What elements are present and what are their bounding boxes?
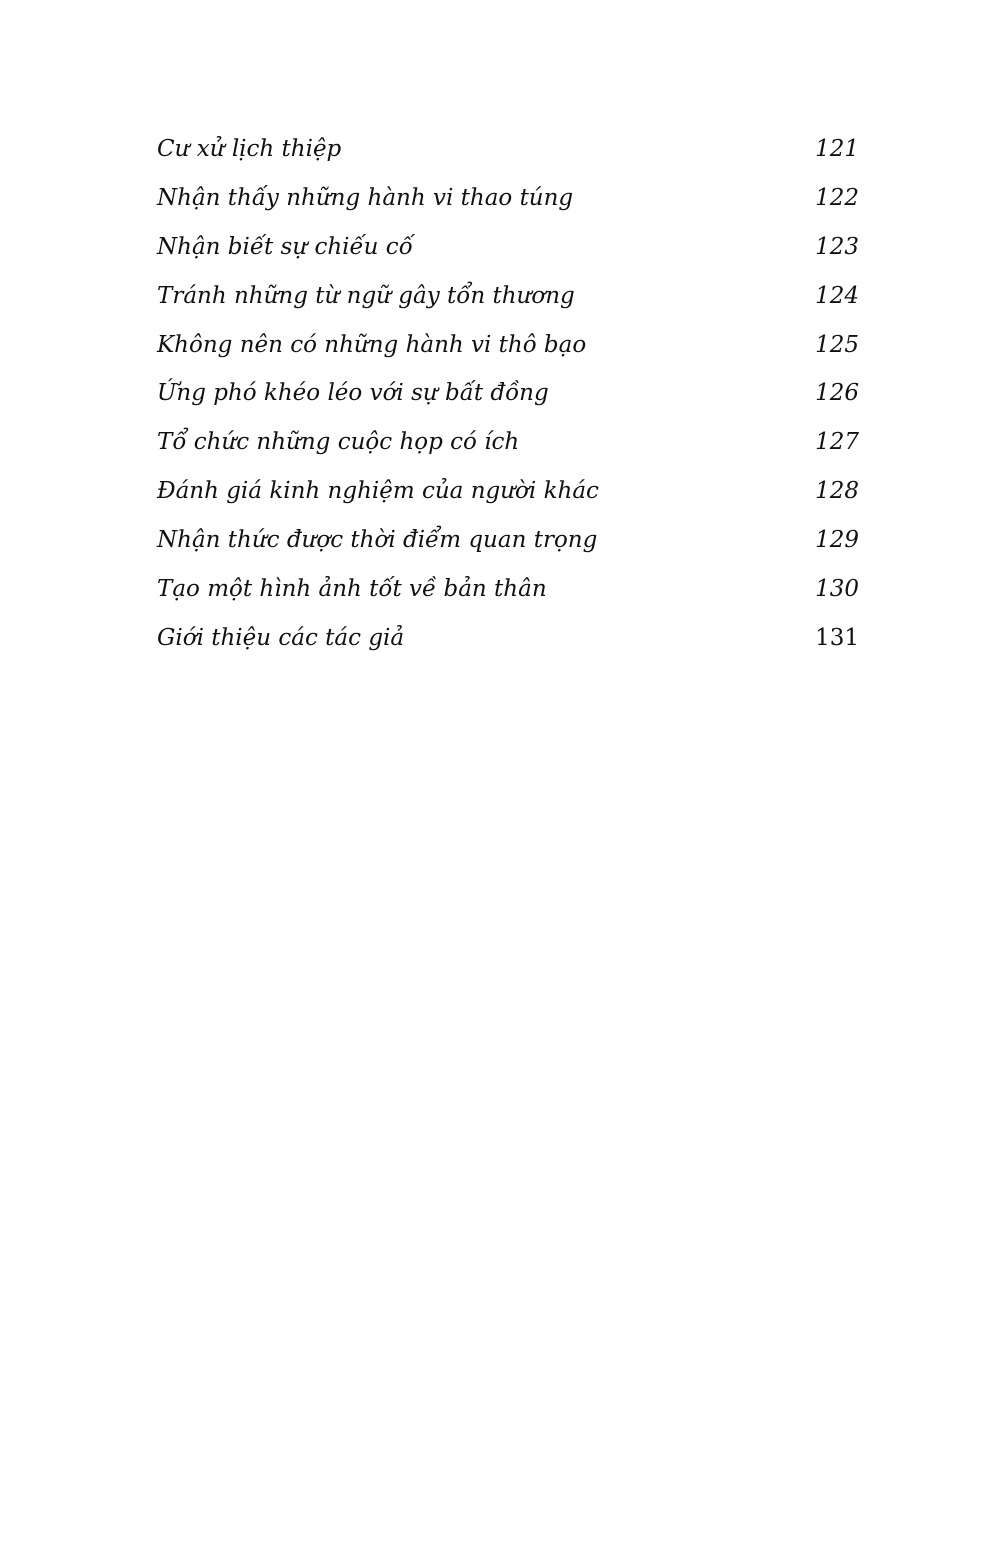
toc-entry-title: Nhận biết sự chiếu cố [157, 233, 413, 260]
toc-entry-page: 122 [815, 184, 859, 211]
toc-entry-page: 124 [815, 282, 859, 309]
table-of-contents [157, 136, 859, 674]
toc-entry [157, 283, 859, 332]
toc-entry [157, 576, 859, 625]
toc-entry-page: 126 [815, 380, 859, 407]
toc-entry [157, 527, 859, 576]
toc-entry-page: 129 [815, 527, 859, 554]
toc-entry [157, 380, 859, 429]
toc-entry-title: Nhận thấy những hành vi thao túng [157, 184, 574, 211]
toc-entry [157, 136, 859, 185]
toc-entry-page: 123 [815, 233, 859, 260]
toc-entry-title: Đánh giá kinh nghiệm của người khác [157, 478, 599, 505]
toc-entry-page: 127 [815, 429, 859, 456]
toc-entry-page: 121 [815, 136, 859, 162]
toc-entry-title: Cư xử lịch thiệp [157, 136, 342, 162]
toc-entry [157, 185, 859, 234]
toc-entry-page: 125 [815, 331, 859, 358]
toc-entry-title: Nhận thức được thời điểm quan trọng [157, 527, 598, 554]
toc-entry-title: Ứng phó khéo léo với sự bất đồng [157, 380, 549, 407]
toc-entry [157, 478, 859, 527]
toc-entry-title: Giới thiệu các tác giả [157, 624, 405, 651]
toc-entry-title: Tổ chức những cuộc họp có ích [157, 429, 520, 456]
toc-entry [157, 332, 859, 381]
toc-entry-title: Tạo một hình ảnh tốt về bản thân [157, 576, 547, 603]
toc-entry-page: 131 [815, 624, 859, 651]
toc-entry-title: Không nên có những hành vi thô bạo [157, 331, 587, 358]
toc-entry-page: 128 [815, 478, 859, 505]
toc-entry-title: Tránh những từ ngữ gây tổn thương [157, 282, 575, 309]
toc-entry [157, 429, 859, 478]
toc-entry-page: 130 [815, 576, 859, 603]
toc-entry [157, 625, 859, 674]
toc-entry [157, 234, 859, 283]
